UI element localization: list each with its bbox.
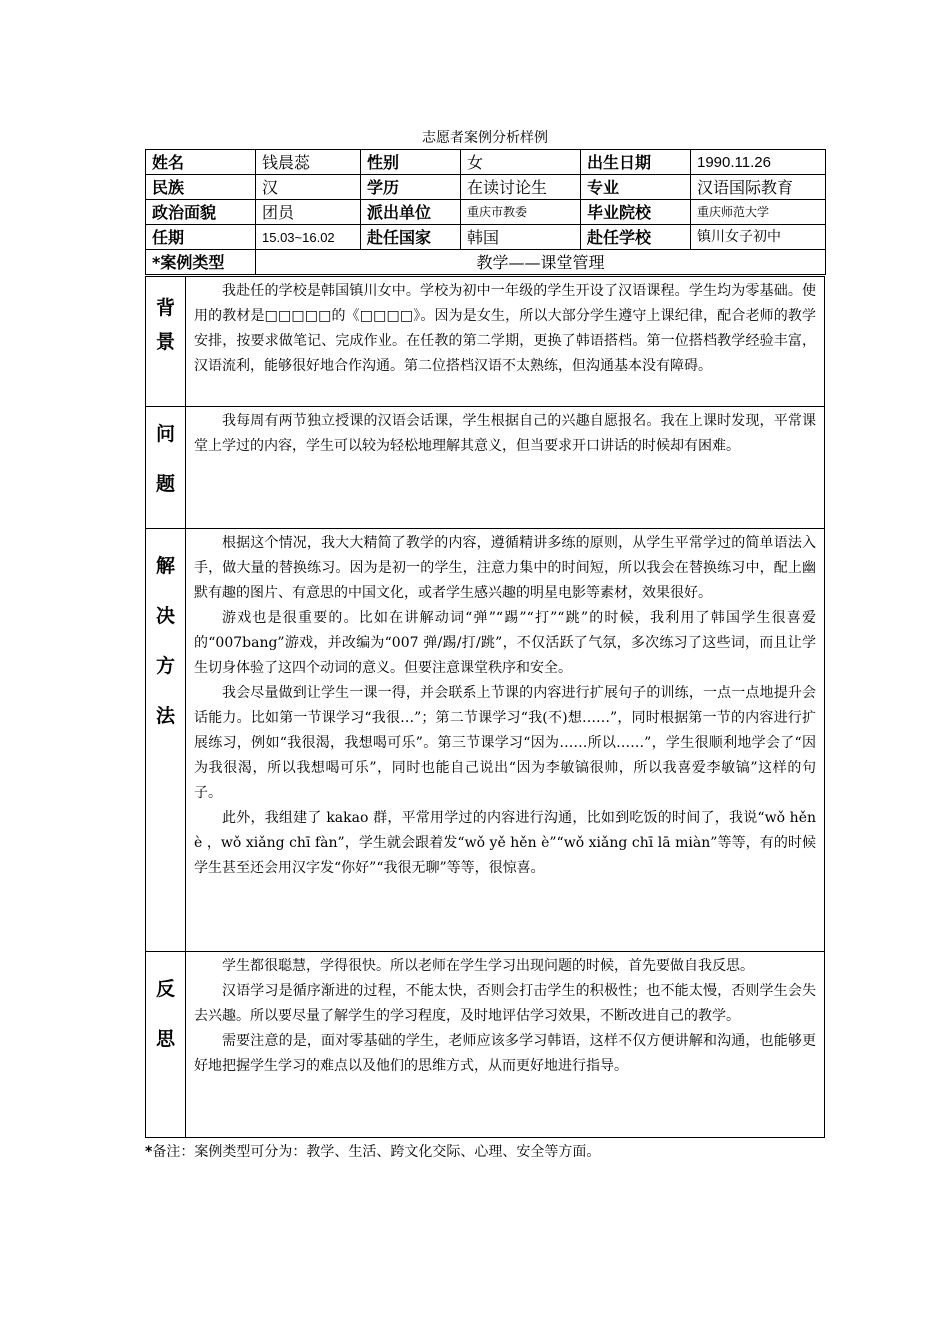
political-label: 政治面貌 xyxy=(146,200,256,225)
country-value: 韩国 xyxy=(461,225,581,250)
host-school-label: 赴任学校 xyxy=(581,225,691,250)
solution-text: 根据这个情况，我大大精简了教学的内容，遵循精讲多练的原则，从学生平常学过的简单语法入手，做大量的替换练习。因为是初一的学生，注意力集中的时间短，所以我会在替换练习中，配上幽默有趣的图片、有意思的中国文化，或者学生感兴趣的明星电影等素材，效果很好。 游戏也是很重要的。比如在讲解动词“弹”“踢”“打”“跳”的时候，我利用了韩国学生很喜爱的“007bang”游戏，并改编为“007 弹/踢/打/跳”，不仅活跃了气氛，多次练习了这些词，而且让学生切身体验了这四个动词的意义。但要注意课堂秩序和安全。 我会尽量做到让学生一课一得，并会联系上节课的内容进行扩展句子的训练，一点一点地提升会话能力。比如第一节课学习“我很…”；第二节课学习“我(不)想……”，同时根据第一节的内容进行扩展练习，例如“我很渴，我想喝可乐”。第三节课学习“因为……所以……”，学生很顺利地学会了“因为我很渴，所以我想喝可乐”，同时也能自己说出“因为李敏镐很帅，所以我喜爱李敏镐”这样的句子。 此外，我组建了 kakao 群，平常用学过的内容进行沟通，比如到吃饭的时间了，我说“wǒ hěn è ，wǒ xiǎng chī fàn”，学生就会跟着发“wǒ yě hěn è”“wǒ xiǎng chī lā miàn”等等，有的时候学生甚至还会用汉字发“你好”“我很无聊”等等，很惊喜。 xyxy=(186,529,825,952)
dispatch-label: 派出单位 xyxy=(361,200,461,225)
solution-label: 解 决 方 法 xyxy=(146,529,186,952)
major-value: 汉语国际教育 xyxy=(691,175,826,200)
case-sections-table xyxy=(145,276,825,1138)
gender-value: 女 xyxy=(461,150,581,175)
host-school-value: 镇川女子初中 xyxy=(691,225,826,250)
education-label: 学历 xyxy=(361,175,461,200)
reflection-label: 反 思 xyxy=(146,952,186,1138)
problem-label: 问 题 xyxy=(146,407,186,529)
graduation-school-label: 毕业院校 xyxy=(581,200,691,225)
background-label: 背 景 xyxy=(146,277,186,407)
ethnicity-value: 汉 xyxy=(256,175,361,200)
footnote xyxy=(145,1141,600,1161)
ethnicity-label: 民族 xyxy=(146,175,256,200)
gender-label: 性别 xyxy=(361,150,461,175)
case-type-value: 教学——课堂管理 xyxy=(256,250,826,275)
education-value: 在读讨论生 xyxy=(461,175,581,200)
section-problem xyxy=(146,407,825,529)
political-value: 团员 xyxy=(256,200,361,225)
birth-value: 1990.11.26 xyxy=(691,150,826,175)
section-solution xyxy=(146,529,825,952)
info-row xyxy=(146,175,826,200)
section-reflection xyxy=(146,952,825,1138)
footnote-text: 备注：案例类型可分为：教学、生活、跨文化交际、心理、安全等方面。 xyxy=(152,1144,601,1160)
name-label: 姓名 xyxy=(146,150,256,175)
document-title: 志愿者案例分析样例 xyxy=(422,130,548,146)
footnote-star: * xyxy=(145,1144,153,1160)
dispatch-value: 重庆市教委 xyxy=(461,200,581,225)
birth-label: 出生日期 xyxy=(581,150,691,175)
term-label: 任期 xyxy=(146,225,256,250)
info-row xyxy=(146,200,826,225)
graduation-school-value: 重庆师范大学 xyxy=(691,200,826,225)
major-label: 专业 xyxy=(581,175,691,200)
case-type-row xyxy=(146,250,826,275)
case-type-label: *案例类型 xyxy=(146,250,256,275)
country-label: 赴任国家 xyxy=(361,225,461,250)
info-row xyxy=(146,225,826,250)
section-background xyxy=(146,277,825,407)
info-row xyxy=(146,150,826,175)
problem-text: 我每周有两节独立授课的汉语会话课，学生根据自己的兴趣自愿报名。我在上课时发现，平常课堂上学过的内容，学生可以较为轻松地理解其意义，但当要求开口讲话的时候却有困难。 xyxy=(186,407,825,529)
volunteer-info-table xyxy=(145,149,826,275)
background-text: 我赴任的学校是韩国镇川女中。学校为初中一年级的学生开设了汉语课程。学生均为零基础。使用的教材是□□□□□的《□□□□》。因为是女生，所以大部分学生遵守上课纪律，配合老师的教学安排，按要求做笔记、完成作业。在任教的第二学期，更换了韩语搭档。第一位搭档教学经验丰富，汉语流利，能够很好地合作沟通。第二位搭档汉语不太熟练，但沟通基本没有障碍。 xyxy=(186,277,825,407)
term-value: 15.03~16.02 xyxy=(256,225,361,250)
name-value: 钱晨蕊 xyxy=(256,150,361,175)
reflection-text: 学生都很聪慧，学得很快。所以老师在学生学习出现问题的时候，首先要做自我反思。 汉语学习是循序渐进的过程，不能太快，否则会打击学生的积极性；也不能太慢，否则学生会失去兴趣。所以要尽量了解学生的学习程度，及时地评估学习效果，不断改进自己的教学。 需要注意的是，面对零基础的学生，老师应该多学习韩语，这样不仅方便讲解和沟通，也能够更好地把握学生学习的难点以及他们的思维方式，从而更好地进行指导。 xyxy=(186,952,825,1138)
